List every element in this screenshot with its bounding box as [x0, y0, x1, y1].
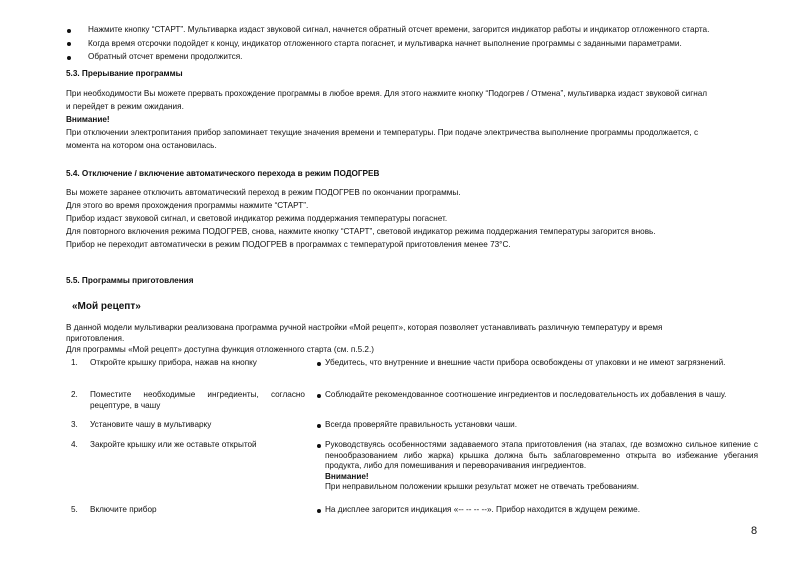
bullet-dot: [317, 394, 321, 398]
paragraph-line: Прибор не переходит автоматически в режим ПОДОГРЕВ в программах с температурой приготовления менее 73°С.: [66, 240, 511, 249]
attention-label: Внимание!: [325, 471, 369, 481]
paragraph-line: Для этого во время прохождения программы нажмите “СТАРТ”.: [66, 201, 309, 210]
step-number: 5.: [71, 505, 78, 514]
step-action: Закройте крышку или же оставьте открытой: [90, 440, 257, 449]
step-note-extra: При неправильном положении крышки результат может не отвечать требованиям.: [325, 482, 640, 492]
bullet-item: [66, 51, 758, 65]
step-number: 3.: [71, 420, 78, 429]
step-note: Руководствуясь особенностями задаваемого этапа приготовления (на этапах, где возможно сильное кипение с пенообразованием либо жарка) крышка должна быть заблаговременно открыта во избежание убегания продукта, либо для помешивания и переворачивания ингредиентов.: [325, 440, 758, 471]
section-5-4-body: [66, 187, 758, 252]
section-5-5-intro: [66, 322, 758, 355]
paragraph-line: В данной модели мультиварки реализована программа ручной настройки «Мой рецепт», которая позволяет устанавливать различную температуру и время: [66, 323, 663, 332]
step-number: 4.: [71, 440, 78, 449]
bullet-item: [66, 38, 758, 52]
section-heading-5-4: 5.4. Отключение / включение автоматического перехода в режим ПОДОГРЕВ: [66, 169, 380, 178]
step-action: Установите чашу в мультиварку: [90, 420, 212, 429]
paragraph-line: Для программы «Мой рецепт» доступна функция отложенного старта (см. п.5.2.): [66, 345, 374, 354]
paragraph-line: Вы можете заранее отключить автоматический переход в режим ПОДОГРЕВ по окончании программы.: [66, 188, 461, 197]
bullet-dot: [67, 56, 71, 60]
bullet-dot: [317, 444, 321, 448]
step-number: 1.: [71, 358, 78, 367]
bullet-list: [66, 24, 758, 65]
bullet-item: [66, 24, 758, 38]
bullet-dot: [67, 42, 71, 46]
step-action: Поместите необходимые ингредиенты, согласно рецептуре, в чашу: [90, 390, 305, 410]
step-note: На дисплее загорится индикация «-- -- -- --». Прибор находится в ждущем режиме.: [325, 505, 640, 514]
bullet-dot: [317, 362, 321, 366]
step-number: 2.: [71, 390, 78, 399]
bullet-dot: [317, 509, 321, 513]
paragraph-line: и перейдет в режим ожидания.: [66, 102, 184, 111]
bullet-dot: [317, 424, 321, 428]
section-5-3-body: [66, 88, 758, 153]
paragraph-line: Для повторного включения режима ПОДОГРЕВ, снова, нажмите кнопку “СТАРТ”, световой индикатор режима поддержания температуры загорится вновь.: [66, 227, 656, 236]
paragraph-line: Прибор издаст звуковой сигнал, и световой индикатор режима поддержания температуры погаснет.: [66, 214, 448, 223]
recipe-title: «Мой рецепт»: [72, 301, 141, 312]
step-note: Всегда проверяйте правильность установки чаши.: [325, 420, 518, 429]
paragraph-line: приготовления.: [66, 334, 125, 343]
paragraph-line: При отключении электропитания прибор запоминает текущие значения времени и температуры. При подаче электричества выполнение программы продолжается, с: [66, 128, 699, 137]
bullet-text: Нажмите кнопку “СТАРТ”. Мультиварка издаст звуковой сигнал, начнется обратный отсчет времени, загорится индикатор работы и индикатор отложенного старта.: [88, 25, 710, 34]
step-action: Откройте крышку прибора, нажав на кнопку: [90, 358, 257, 367]
step-note: Убедитесь, что внутренние и внешние части прибора освобождены от упаковки и не имеют загрязнений.: [325, 358, 726, 367]
bullet-text: Когда время отсрочки подойдет к концу, индикатор отложенного старта погаснет, и мультиварка начнет выполнение программы с заданными параметрами.: [88, 38, 682, 48]
paragraph-line: момента на котором она остановилась.: [66, 141, 217, 150]
bullet-text: Обратный отсчет времени продолжится.: [88, 52, 243, 61]
attention-label: Внимание!: [66, 115, 110, 124]
section-heading-5-3: 5.3. Прерывание программы: [66, 69, 183, 78]
step-action: Включите прибор: [90, 505, 157, 514]
section-heading-5-5: 5.5. Программы приготовления: [66, 276, 194, 285]
step-note: Соблюдайте рекомендованное соотношение ингредиентов и последовательность их добавления в чашу.: [325, 390, 727, 399]
page-number: 8: [751, 525, 758, 537]
paragraph-line: При необходимости Вы можете прервать прохождение программы в любое время. Для этого нажмите кнопку “Подогрев / Отмена”, мультиварка издаст звуковой сигнал: [66, 89, 708, 98]
step-note-block: [325, 440, 758, 493]
bullet-dot: [67, 29, 71, 33]
